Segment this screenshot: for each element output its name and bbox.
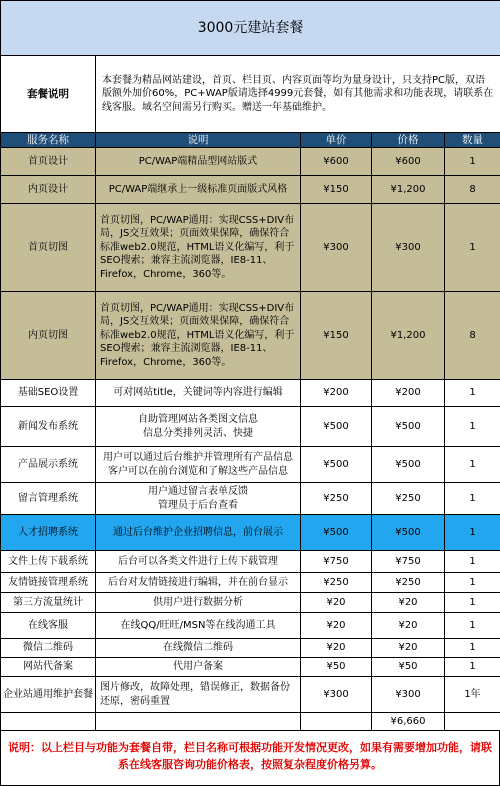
table-row xyxy=(1,515,500,551)
total-empty-cell xyxy=(445,713,500,731)
row-price: ¥250 xyxy=(372,483,445,515)
intro-text: 本套餐为精品网站建设，首页、栏目页、内容页面等均为量身设计，只支持PC版，双语版额外加价60%，PC+WAP版请选择4999元套餐，如有其他需求和功能表现，请联系在线客服。域名空间需另行购买。赠送一年基础维护。 xyxy=(96,56,500,133)
row-desc: 用户可以通过后台维护并管理所有产品信息 客户可以在前台浏览和了解这些产品信息 xyxy=(96,447,301,483)
row-name: 人才招聘系统 xyxy=(1,515,96,551)
row-name: 文件上传下载系统 xyxy=(1,551,96,573)
row-unit-price: ¥750 xyxy=(301,551,372,573)
table-row xyxy=(1,639,500,658)
row-name: 留言管理系统 xyxy=(1,483,96,515)
header-qty: 数量 xyxy=(445,133,500,148)
row-unit-price: ¥250 xyxy=(301,573,372,593)
row-name: 基础SEO设置 xyxy=(1,380,96,407)
row-qty: 1 xyxy=(445,204,500,292)
row-desc: PC/WAP端精品型网站版式 xyxy=(96,148,301,176)
row-name: 在线客服 xyxy=(1,613,96,639)
row-name: 内页设计 xyxy=(1,176,96,204)
row-price: ¥600 xyxy=(372,148,445,176)
row-desc: PC/WAP端继承上一级标准页面版式风格 xyxy=(96,176,301,204)
row-name: 友情链接管理系统 xyxy=(1,573,96,593)
total-empty-cell xyxy=(301,713,372,731)
row-price: ¥500 xyxy=(372,447,445,483)
header-desc: 说明 xyxy=(96,133,301,148)
row-name: 产品展示系统 xyxy=(1,447,96,483)
row-name: 网站代备案 xyxy=(1,658,96,677)
row-unit-price: ¥50 xyxy=(301,658,372,677)
row-desc: 后台可以各类文件进行上传下载管理 xyxy=(96,551,301,573)
row-name: 微信二维码 xyxy=(1,639,96,658)
row-qty: 8 xyxy=(445,176,500,204)
row-name: 首页切图 xyxy=(1,204,96,292)
intro-label: 套餐说明 xyxy=(1,56,96,133)
row-qty: 1 xyxy=(445,148,500,176)
row-desc: 在线QQ/旺旺/MSN等在线沟通工具 xyxy=(96,613,301,639)
total-row xyxy=(1,713,500,731)
row-qty: 1 xyxy=(445,658,500,677)
header-unit: 单价 xyxy=(301,133,372,148)
table-row xyxy=(1,677,500,713)
table-row xyxy=(1,658,500,677)
row-unit-price: ¥600 xyxy=(301,148,372,176)
row-desc: 可对网站title，关键词等内容进行编辑 xyxy=(96,380,301,407)
row-desc: 图片修改，故障处理，错误修正，数据备份还原，密码重置 xyxy=(96,677,301,713)
table-row xyxy=(1,176,500,204)
row-name: 新闻发布系统 xyxy=(1,407,96,447)
row-qty: 1年 xyxy=(445,677,500,713)
row-price: ¥500 xyxy=(372,407,445,447)
page-title: 3000元建站套餐 xyxy=(1,1,500,56)
total-price: ¥6,660 xyxy=(372,713,445,731)
row-qty: 1 xyxy=(445,483,500,515)
row-qty: 1 xyxy=(445,380,500,407)
row-price: ¥300 xyxy=(372,204,445,292)
row-qty: 1 xyxy=(445,573,500,593)
row-unit-price: ¥20 xyxy=(301,613,372,639)
table-row xyxy=(1,292,500,380)
table-row xyxy=(1,407,500,447)
row-name: 企业站通用维护套餐 xyxy=(1,677,96,713)
note-text: 说明：以上栏目与功能为套餐自带，栏目名称可根据功能开发情况更改，如果有需要增加功能，请联系在线客服咨询功能价格表，按照复杂程度价格另算。 xyxy=(0,731,500,786)
row-qty: 1 xyxy=(445,407,500,447)
row-price: ¥50 xyxy=(372,658,445,677)
row-price: ¥20 xyxy=(372,613,445,639)
row-qty: 1 xyxy=(445,593,500,613)
row-qty: 1 xyxy=(445,515,500,551)
row-desc: 代用户备案 xyxy=(96,658,301,677)
row-unit-price: ¥250 xyxy=(301,483,372,515)
row-unit-price: ¥500 xyxy=(301,447,372,483)
table-row xyxy=(1,204,500,292)
row-qty: 1 xyxy=(445,447,500,483)
row-desc: 供用户进行数据分析 xyxy=(96,593,301,613)
row-desc: 首页切图，PC/WAP通用：实现CSS+DIV布局，JS交互效果；页面效果保障，确保符合标准web2.0规范，HTML语义化编写，利于SEO搜索；兼容主流浏览器，IE8-11、Firefox，Chrome，360等。 xyxy=(96,292,301,380)
row-unit-price: ¥500 xyxy=(301,515,372,551)
row-desc: 用户通过留言表单反馈 管理员于后台查看 xyxy=(96,483,301,515)
row-desc: 后台对友情链接进行编辑，并在前台显示 xyxy=(96,573,301,593)
table-row xyxy=(1,447,500,483)
row-unit-price: ¥500 xyxy=(301,407,372,447)
row-unit-price: ¥200 xyxy=(301,380,372,407)
row-qty: 1 xyxy=(445,551,500,573)
row-qty: 1 xyxy=(445,639,500,658)
row-qty: 1 xyxy=(445,613,500,639)
row-unit-price: ¥300 xyxy=(301,677,372,713)
row-name: 内页切图 xyxy=(1,292,96,380)
table-row xyxy=(1,483,500,515)
row-unit-price: ¥150 xyxy=(301,292,372,380)
table-row xyxy=(1,593,500,613)
header-name: 服务名称 xyxy=(1,133,96,148)
row-price: ¥750 xyxy=(372,551,445,573)
row-price: ¥250 xyxy=(372,573,445,593)
row-price: ¥1,200 xyxy=(372,292,445,380)
row-price: ¥20 xyxy=(372,639,445,658)
table-row xyxy=(1,613,500,639)
total-empty-cell xyxy=(1,713,96,731)
total-empty-cell xyxy=(96,713,301,731)
row-qty: 8 xyxy=(445,292,500,380)
table-row xyxy=(1,573,500,593)
row-price: ¥300 xyxy=(372,677,445,713)
row-unit-price: ¥20 xyxy=(301,593,372,613)
row-price: ¥20 xyxy=(372,593,445,613)
row-price: ¥500 xyxy=(372,515,445,551)
table-row xyxy=(1,148,500,176)
row-desc: 在线微信二维码 xyxy=(96,639,301,658)
row-unit-price: ¥20 xyxy=(301,639,372,658)
row-unit-price: ¥150 xyxy=(301,176,372,204)
row-desc: 首页切图，PC/WAP通用：实现CSS+DIV布局，JS交互效果；页面效果保障，确保符合标准web2.0规范，HTML语义化编写，利于SEO搜索；兼容主流浏览器，IE8-11、Firefox，Chrome，360等。 xyxy=(96,204,301,292)
row-name: 首页设计 xyxy=(1,148,96,176)
row-price: ¥1,200 xyxy=(372,176,445,204)
table-row xyxy=(1,380,500,407)
header-price: 价格 xyxy=(372,133,445,148)
row-price: ¥200 xyxy=(372,380,445,407)
row-name: 第三方流量统计 xyxy=(1,593,96,613)
row-desc: 自助管理网站各类图文信息 信息分类排列灵活、快捷 xyxy=(96,407,301,447)
table-header xyxy=(1,133,500,148)
row-unit-price: ¥300 xyxy=(301,204,372,292)
table-row xyxy=(1,551,500,573)
row-desc: 通过后台维护企业招聘信息，前台展示 xyxy=(96,515,301,551)
